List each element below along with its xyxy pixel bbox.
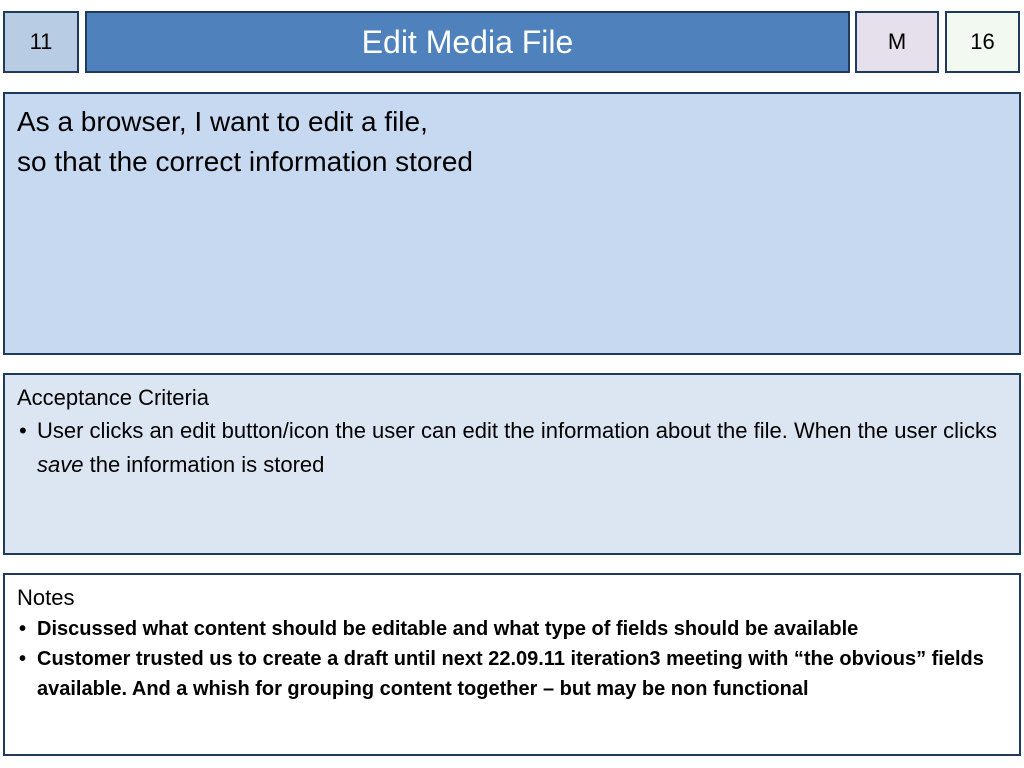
notes-list: [17, 614, 1007, 704]
user-story-box: [3, 92, 1021, 355]
points-value: 16: [970, 29, 995, 54]
acceptance-criteria-list: [17, 414, 1007, 482]
story-line-2: so that the correct information stored: [17, 146, 473, 177]
acceptance-criteria-heading: Acceptance Criteria: [17, 385, 209, 410]
notes-item: [17, 614, 1007, 644]
points-box: [945, 11, 1020, 73]
notes-heading: Notes: [17, 585, 75, 610]
notes-box: [3, 573, 1021, 756]
acceptance-criteria-item: [17, 414, 1007, 482]
bullet-icon: •: [19, 618, 27, 640]
criteria-text-after: the information is stored: [83, 452, 325, 477]
card-title: Edit Media File: [361, 23, 574, 60]
story-id: 11: [29, 29, 53, 54]
story-id-box: [3, 11, 79, 73]
notes-item-text: Customer trusted us to create a draft until next 22.09.11 iteration3 meeting with “the obvious” fields available. And a whish for grouping content together – but may be non functional: [37, 648, 984, 700]
bullet-icon: •: [19, 418, 27, 443]
notes-item-text: Discussed what content should be editable and what type of fields should be available: [37, 618, 859, 640]
criteria-emphasis: save: [37, 452, 84, 477]
bullet-icon: •: [19, 648, 27, 670]
size-box: [855, 11, 939, 73]
acceptance-criteria-box: [3, 373, 1021, 555]
size-label: M: [887, 29, 907, 54]
criteria-text-before: User clicks an edit button/icon the user can edit the information about the file. When the user clicks: [37, 418, 997, 443]
notes-item: [17, 644, 1007, 704]
story-line-1: As a browser, I want to edit a file,: [17, 106, 428, 137]
title-box: [85, 11, 850, 73]
